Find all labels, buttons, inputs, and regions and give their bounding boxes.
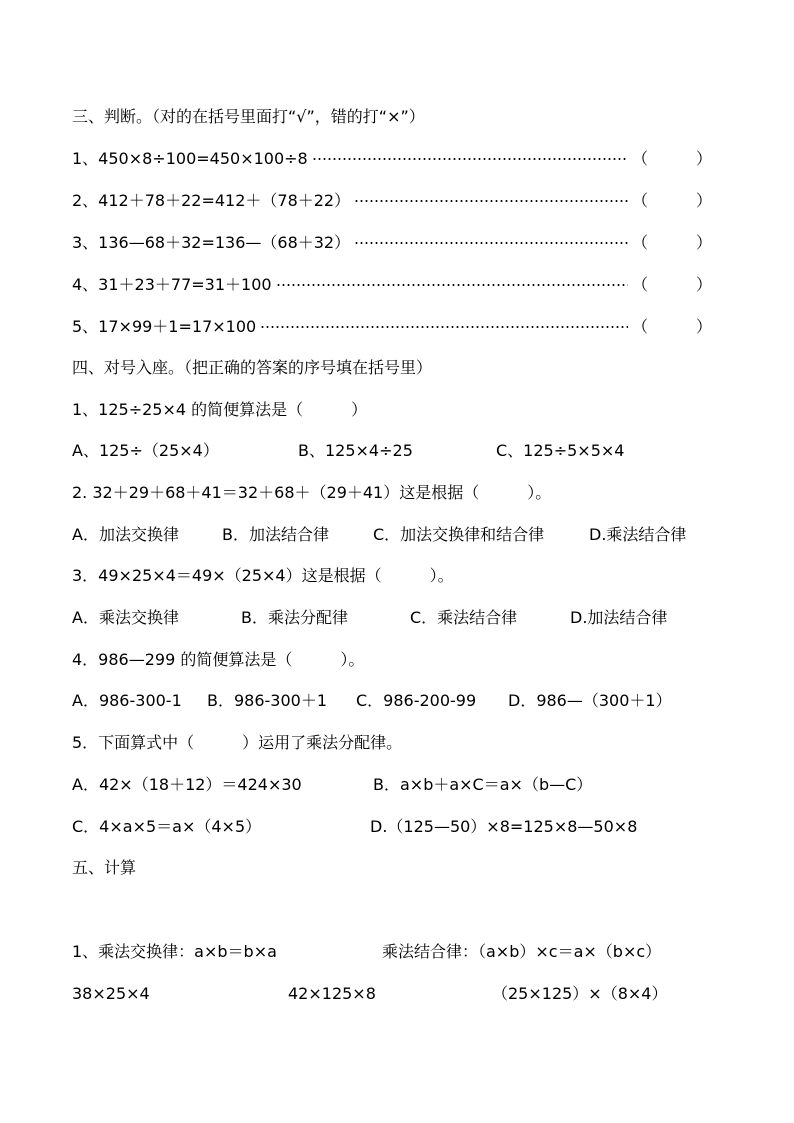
option-c[interactable]: C．加法交换律和结合律 <box>373 525 545 544</box>
judge-item-5 <box>72 317 712 337</box>
section4-heading: 四、对号入座。（把正确的答案的序号填在括号里） <box>72 358 433 377</box>
option-c[interactable]: C、125÷5×5×4 <box>496 441 625 460</box>
option-d[interactable]: D.乘法结合律 <box>589 525 687 544</box>
option-b[interactable]: B．a×b＋a×C＝a×（b—C） <box>373 775 593 794</box>
option-a[interactable]: A．加法交换律 <box>72 525 179 544</box>
judge-item-4 <box>72 275 712 295</box>
option-b[interactable]: B．加法结合律 <box>222 525 329 544</box>
dot-leader <box>260 326 628 328</box>
judge-statement: 5、17×99＋1=17×100 <box>72 317 257 336</box>
section5-heading: 五、计算 <box>72 858 137 877</box>
question-4: 4．986—299 的简便算法是（ ）。 <box>72 650 365 669</box>
commutative-law: 1、乘法交换律：a×b＝b×a <box>72 942 277 961</box>
judge-item-3 <box>72 233 712 253</box>
option-d[interactable]: D.加法结合律 <box>570 608 668 627</box>
option-d[interactable]: D．986—（300＋1） <box>508 691 672 710</box>
option-a[interactable]: A．42×（18＋12）＝424×30 <box>72 775 302 794</box>
dot-leader <box>276 284 628 286</box>
dot-leader <box>354 200 628 202</box>
judge-statement: 1、450×8÷100=450×100÷8 <box>72 149 308 168</box>
question-5: 5．下面算式中（ ）运用了乘法分配律。 <box>72 733 403 752</box>
option-c[interactable]: C．4×a×5＝a×（4×5） <box>72 817 262 836</box>
question-1: 1、125÷25×4 的简便算法是（ ） <box>72 400 368 419</box>
judge-statement: 3、136—68＋32=136—（68＋32） <box>72 233 351 252</box>
section3-heading: 三、判断。（对的在括号里面打“√”，错的打“×”） <box>72 107 425 126</box>
question-3: 3．49×25×4＝49×（25×4）这是根据（ ）。 <box>72 566 454 585</box>
judge-statement: 2、412＋78＋22=412＋（78＋22） <box>72 191 351 210</box>
judge-statement: 4、31＋23＋77=31＋100 <box>72 275 272 294</box>
dot-leader <box>312 158 628 160</box>
problem-1: 38×25×4 <box>72 984 150 1003</box>
answer-blank[interactable]: （ ） <box>631 275 712 294</box>
answer-blank[interactable]: （ ） <box>631 191 712 210</box>
associative-law: 乘法结合律：（a×b）×c＝a×（b×c） <box>382 942 662 961</box>
answer-blank[interactable]: （ ） <box>631 149 712 168</box>
answer-blank[interactable]: （ ） <box>631 317 712 336</box>
problem-3: （25×125）×（8×4） <box>492 984 668 1003</box>
option-c[interactable]: C．986-200-99 <box>356 691 477 710</box>
option-c[interactable]: C．乘法结合律 <box>410 608 518 627</box>
option-a[interactable]: A．乘法交换律 <box>72 608 179 627</box>
answer-blank[interactable]: （ ） <box>631 233 712 252</box>
problem-2: 42×125×8 <box>288 984 376 1003</box>
dot-leader <box>354 242 628 244</box>
judge-item-2 <box>72 191 712 211</box>
option-b[interactable]: B．986-300＋1 <box>207 691 328 710</box>
option-a[interactable]: A、125÷（25×4） <box>72 441 219 460</box>
option-a[interactable]: A．986-300-1 <box>72 691 182 710</box>
question-2: 2. 32＋29＋68＋41＝32＋68＋（29＋41）这是根据（ ）。 <box>72 483 552 502</box>
option-b[interactable]: B．乘法分配律 <box>241 608 348 627</box>
option-b[interactable]: B、125×4÷25 <box>298 441 413 460</box>
judge-item-1 <box>72 149 712 169</box>
option-d[interactable]: D.（125—50）×8=125×8—50×8 <box>370 817 638 836</box>
